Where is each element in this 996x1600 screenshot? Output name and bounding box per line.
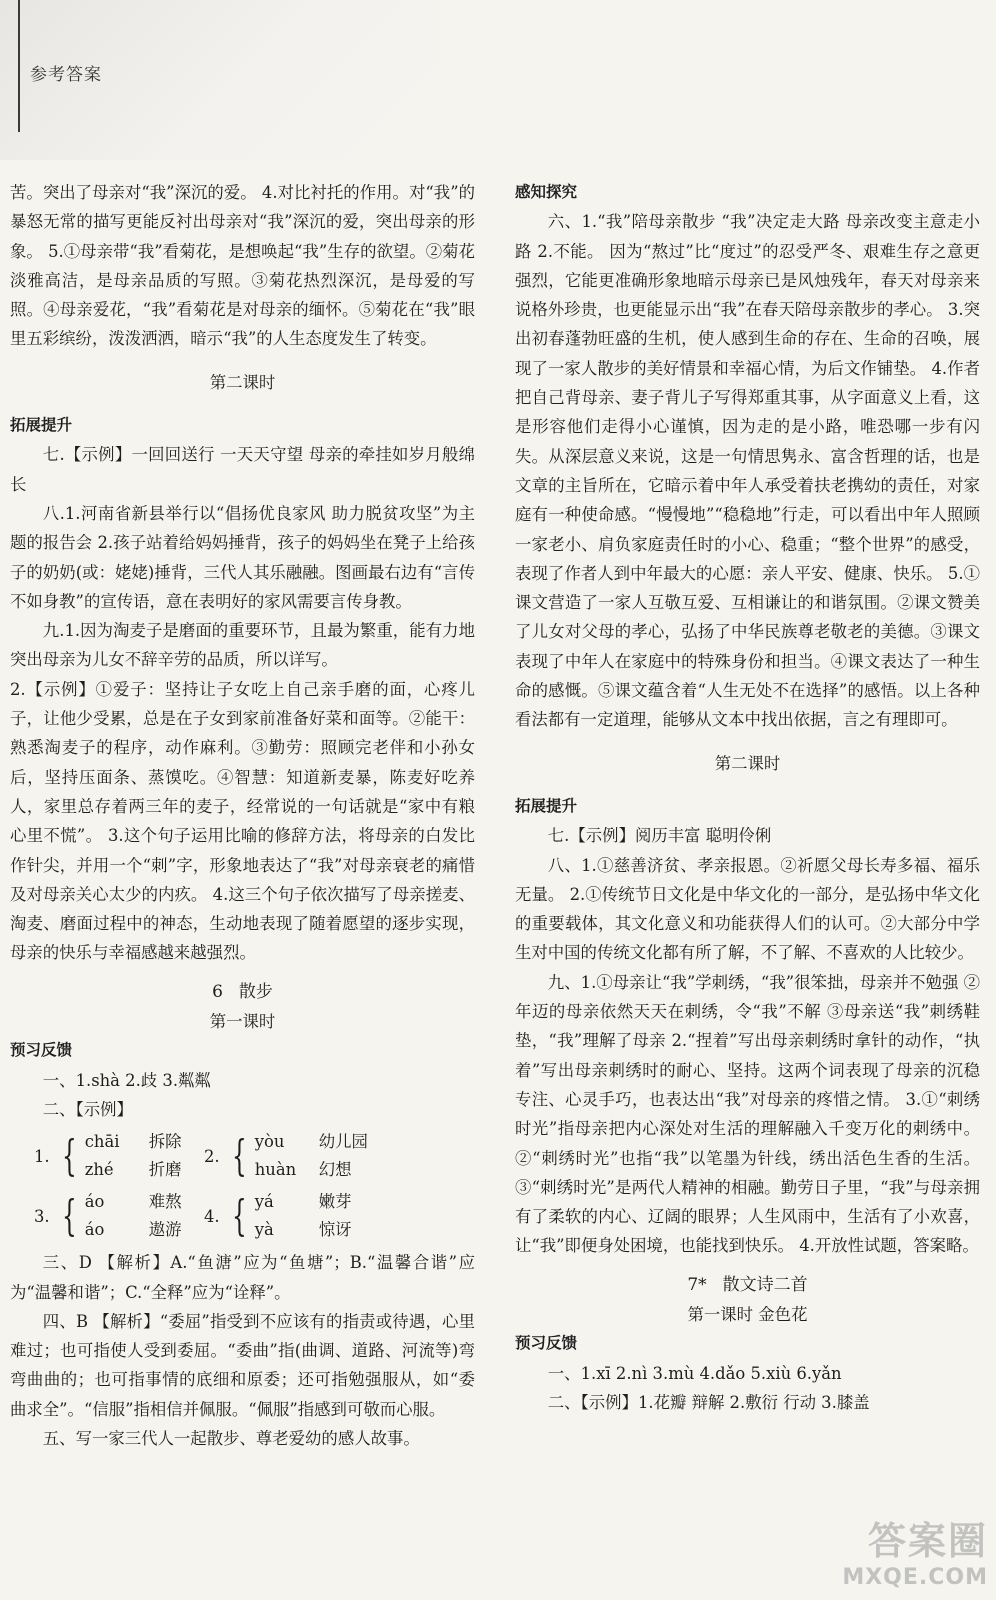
watermark-logo: 答案圈: [867, 1519, 988, 1563]
pinyin: huàn: [254, 1160, 297, 1180]
answer-q1: 一、1.shà 2.歧 3.粼粼: [42, 1070, 211, 1090]
header-rule: [18, 0, 20, 132]
brace-glyph: {: [232, 1191, 247, 1241]
lesson-session-title: 第一课时 金色花: [687, 1304, 808, 1324]
answer-q6: 六、1.“我”陪母亲散步 “我”决定走大路 母亲改变主意走小路 2.不能。 因为“熬过”比“度过”的忍受严冬、艰难生存之意更强烈，它能更准确形象地暗示母亲已是风烛残年，春天对母亲来说格外珍贵，也更能显示出“我”在春天陪母亲散步的孝心。 3.突出初春蓬勃旺盛的生机，使人感到生命的存在、生命的召唤，展现了一家人散步的美好情景和幸福心情，为后文作铺垫。 4.作者把自己背母亲、妻子背儿子写得郑重其事，从字面意义上看，这是形容他们走得小心谨慎，因为走的是小路，唯恐哪一步有闪失。从深层意义来说，这是一句情思隽永、富含哲理的话，也是文章的主旨所在，它暗示着中年人承受着扶老携幼的责任，对家庭有一种使命感。“慢慢地”“稳稳地”行走，可以看出中年人照顾一家老小、肩负家庭责任时的小心、稳重；“整个世界”的感受，表现了作者人到中年最大的心愿：亲人平安、健康、快乐。 5.①课文营造了一家人互敬互爱、互相谦让的和谐氛围。②课文赞美了儿女对父母的孝心，弘扬了中华民族尊老敬老的美德。③课文表现了中年人在家庭中的特殊身份和担当。④课文表达了一种生命的感慨。⑤课文蕴含着“人生无处不在选择”的感悟。以上各种看法都有一定道理，能够从文本中找出依据，言之有理即可。: [515, 212, 980, 730]
answer-q8: 八.1.河南省新县举行以“倡扬优良家风 助力脱贫攻坚”为主题的报告会 2.孩子站着给妈妈捶背，孩子的妈妈坐在凳子上给孩子的奶奶(或：姥姥)捶背，三代人其乐融融。图画最右边有“言传不如身教”的宣传语，意在表明好的家风需要言传身教。: [10, 503, 475, 611]
section-heading-preview: 预习反馈: [10, 1041, 73, 1060]
word: 遨游: [148, 1220, 182, 1240]
pinyin: zhé: [84, 1160, 114, 1180]
pinyin: yòu: [254, 1132, 285, 1152]
page-header-title: 参考答案: [30, 65, 102, 85]
answer-q7: 七.【示例】一回回送行 一天天守望 母亲的牵挂如岁月般绵长: [10, 445, 475, 494]
right-column: [515, 178, 980, 1417]
lesson-session-title: 第二课时: [714, 753, 781, 773]
pinyin: yá: [254, 1192, 274, 1212]
answer-q2: 二、【示例】1.花瓣 辩解 2.敷衍 行动 3.膝盖: [547, 1392, 870, 1412]
site-watermark: [842, 1510, 988, 1590]
answer-q4: 四、B 【解析】“委屈”指受到不应该有的指责或待遇，心里难过；也可指使人受到委屈。“委曲”指(曲调、道路、河流等)弯弯曲曲的；也可指事情的底细和原委；还可指勉强服从，如“委曲求全”。“信服”指相信并佩服。“佩服”指感到可敬而心服。: [10, 1311, 475, 1419]
pinyin-group: [34, 1128, 204, 1184]
answer-paragraph: 苦。突出了母亲对“我”深沉的爱。 4.对比衬托的作用。对“我”的暴怒无常的描写更能反衬出母亲对“我”深沉的爱，突出母亲的形象。 5.①母亲带“我”看菊花，是想唤起“我”生存的欲望。②菊花淡雅高洁，是母亲品质的写照。③菊花热烈深沉，是母爱的写照。④母亲爱花，“我”看菊花是对母亲的缅怀。⑤菊花在“我”眼里五彩缤纷，泼泼洒洒，暗示“我”的人生态度发生了转变。: [10, 183, 475, 349]
word: 折磨: [148, 1160, 182, 1180]
pinyin-group: [204, 1188, 374, 1244]
brace-glyph: {: [232, 1131, 247, 1181]
group-index: 1.: [34, 1146, 50, 1166]
section-heading-extend: 拓展提升: [10, 416, 73, 435]
group-index: 2.: [204, 1146, 220, 1166]
section-heading-preview: 预习反馈: [515, 1334, 578, 1353]
lesson-session-title: 第一课时: [209, 1012, 276, 1032]
word: 惊讶: [318, 1220, 352, 1240]
watermark-url: MXQE.COM: [842, 1565, 988, 1590]
answer-q1: 一、1.xī 2.nì 3.mù 4.dǎo 5.xiù 6.yǎn: [547, 1363, 842, 1383]
brace-glyph: {: [62, 1191, 77, 1241]
pinyin-brace-row: [34, 1188, 475, 1244]
lesson-name: 散文诗二首: [722, 1274, 808, 1295]
lesson-number: 6: [212, 981, 223, 1002]
word: 拆除: [148, 1132, 182, 1152]
word: 难熬: [148, 1192, 182, 1212]
lesson-heading: [515, 1271, 980, 1300]
answer-q3: 三、D 【解析】A.“鱼溏”应为“鱼塘”；B.“温馨合谐”应为“温馨和谐”；C.“全释”应为“诠释”。: [10, 1253, 475, 1302]
lesson-name: 散步: [238, 981, 273, 1002]
answer-q2: 二、【示例】: [42, 1099, 133, 1119]
group-index: 3.: [34, 1206, 50, 1226]
left-column: [10, 178, 475, 1453]
lesson-heading: [10, 978, 475, 1007]
word: 幼儿园: [318, 1132, 368, 1152]
pinyin: chāi: [84, 1132, 120, 1152]
brace-glyph: {: [62, 1131, 77, 1181]
lesson-number: 7*: [687, 1274, 707, 1295]
answer-q9-part2: 2.【示例】①爱子：坚持让子女吃上自己亲手磨的面，心疼儿子，让他少受累，总是在子女到家前准备好菜和面等。②能干：熟悉淘麦子的程序，动作麻利。③勤劳：照顾完老伴和小孙女后，坚持压面条、蒸馍吃。④智慧：知道新麦暴，陈麦好吃养人，家里总存着两三年的麦子，经常说的一句话就是“家中有粮心里不慌”。 3.这个句子运用比喻的修辞方法，将母亲的白发比作针尖，并用一个“刺”字，形象地表达了“我”对母亲衰老的痛惜及对母亲关心太少的内疚。 4.这三个句子依次描写了母亲搓麦、淘麦、磨面过程中的神态，生动地表现了随着愿望的逐步实现，母亲的快乐与幸福感越来越强烈。: [10, 679, 475, 963]
group-index: 4.: [204, 1206, 220, 1226]
pinyin: áo: [84, 1220, 105, 1240]
pinyin: yà: [254, 1220, 274, 1240]
pinyin-group: [204, 1128, 374, 1184]
word: 幻想: [318, 1160, 352, 1180]
lesson-session-title: 第二课时: [209, 372, 276, 392]
answer-q7: 七.【示例】阅历丰富 聪明伶俐: [547, 826, 772, 846]
section-heading-extend: 拓展提升: [515, 796, 578, 815]
pinyin-brace-row: [34, 1128, 475, 1184]
answer-q5: 五、写一家三代人一起散步、尊老爱幼的感人故事。: [42, 1428, 420, 1448]
answer-q9: 九.1.因为淘麦子是磨面的重要环节，且最为繁重，能有力地突出母亲为儿女不辞辛劳的品质，所以详写。: [10, 621, 475, 670]
pinyin: áo: [84, 1192, 105, 1212]
word: 嫩芽: [318, 1192, 352, 1212]
section-heading-explore: 感知探究: [515, 183, 578, 201]
answer-q8: 八、1.①慈善济贫、孝亲报恩。②祈愿父母长寿多福、福乐无量。 2.①传统节日文化是中华文化的一部分，是弘扬中华文化的重要载体，其文化意义和功能获得人们的认可。②大部分中学生对中国的传统文化都有所了解，不了解、不喜欢的人比较少。: [515, 855, 980, 963]
answer-q9: 九、1.①母亲让“我”学刺绣，“我”很笨拙，母亲并不勉强 ②年迈的母亲依然天天在刺绣，令“我”不解 ③母亲送“我”刺绣鞋垫，“我”理解了母亲 2.“捏着”写出母亲刺绣时拿针的动作，“执着”写出母亲刺绣时的耐心、坚持。这两个词表现了母亲的沉稳专注、心灵手巧，也表达出“我”对母亲的疼惜之情。 3.①“刺绣时光”指母亲把内心深处对生活的理解融入千变万化的刺绣中。②“刺绣时光”也指“我”以笔墨为针线，绣出活色生香的生活。③“刺绣时光”是两代人精神的相融。勤劳日子里，“我”与母亲拥有了柔软的内心、辽阔的眼界；人生风雨中，生活有了小欢喜，让“我”即便身处困境，也能找到快乐。 4.开放性试题，答案略。: [515, 972, 980, 1256]
pinyin-group: [34, 1188, 204, 1244]
